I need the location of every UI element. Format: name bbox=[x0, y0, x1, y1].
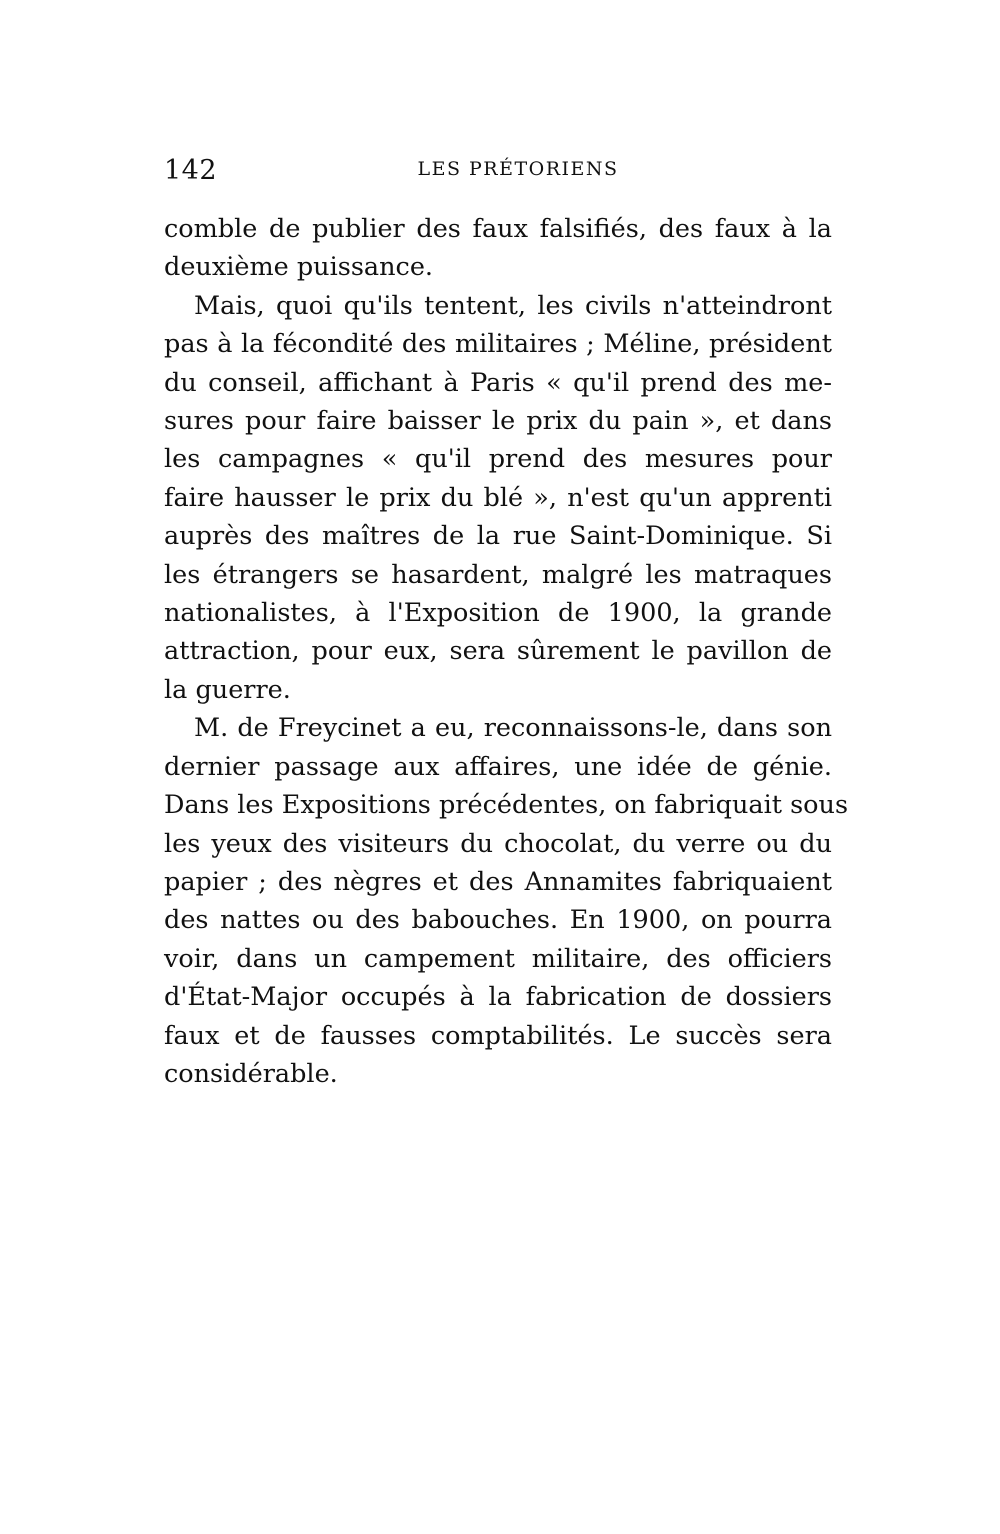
text-line: dernier passage aux affaires, une idée de génie. bbox=[164, 751, 832, 782]
text-line: la guerre. bbox=[164, 674, 291, 705]
text-line: faux et de fausses comptabilités. Le succès sera bbox=[164, 1020, 832, 1051]
text-line: sures pour faire baisser le prix du pain », et dans bbox=[164, 406, 832, 437]
text-line: auprès des maîtres de la rue Saint-Dominique. Si bbox=[164, 521, 832, 552]
text-line: M. de Freycinet a eu, reconnaissons-le, dans son bbox=[194, 713, 832, 744]
body-text bbox=[164, 210, 849, 1093]
text-line: comble de publier des faux falsifiés, des faux à la bbox=[164, 214, 832, 244]
paragraph-1 bbox=[164, 210, 832, 287]
text-line: voir, dans un campement militaire, des officiers bbox=[164, 943, 832, 974]
text-line: Dans les Expositions précédentes, on fabriquait sous bbox=[164, 790, 849, 821]
text-line: papier ; des nègres et des Annamites fabriquaient bbox=[164, 866, 832, 897]
paragraph-3 bbox=[164, 709, 849, 1093]
text-line: d'État-Major occupés à la fabrication de dossiers bbox=[164, 982, 832, 1013]
text-line: faire hausser le prix du blé », n'est qu'un apprenti bbox=[164, 482, 832, 513]
text-line: considérable. bbox=[164, 1058, 338, 1089]
text-line: attraction, pour eux, sera sûrement le pavillon de bbox=[164, 636, 832, 667]
text-line: les campagnes « qu'il prend des mesures pour bbox=[164, 444, 832, 475]
text-line: les yeux des visiteurs du chocolat, du verre ou du bbox=[164, 828, 832, 859]
text-line: du conseil, affichant à Paris « qu'il prend des me- bbox=[164, 367, 832, 398]
running-title: LES PRÉTORIENS bbox=[417, 158, 619, 180]
text-line: les étrangers se hasardent, malgré les matraques bbox=[164, 559, 832, 590]
text-line: pas à la fécondité des militaires ; Méline, président bbox=[164, 329, 832, 360]
running-head bbox=[164, 155, 832, 191]
text-line: des nattes ou des babouches. En 1900, on pourra bbox=[164, 905, 832, 936]
text-line: nationalistes, à l'Exposition de 1900, la grande bbox=[164, 598, 832, 629]
paragraph-2 bbox=[164, 287, 832, 709]
text-line: Mais, quoi qu'ils tentent, les civils n'atteindront bbox=[194, 290, 832, 321]
page-number: 142 bbox=[164, 155, 218, 186]
text-line: deuxième puissance. bbox=[164, 252, 434, 283]
